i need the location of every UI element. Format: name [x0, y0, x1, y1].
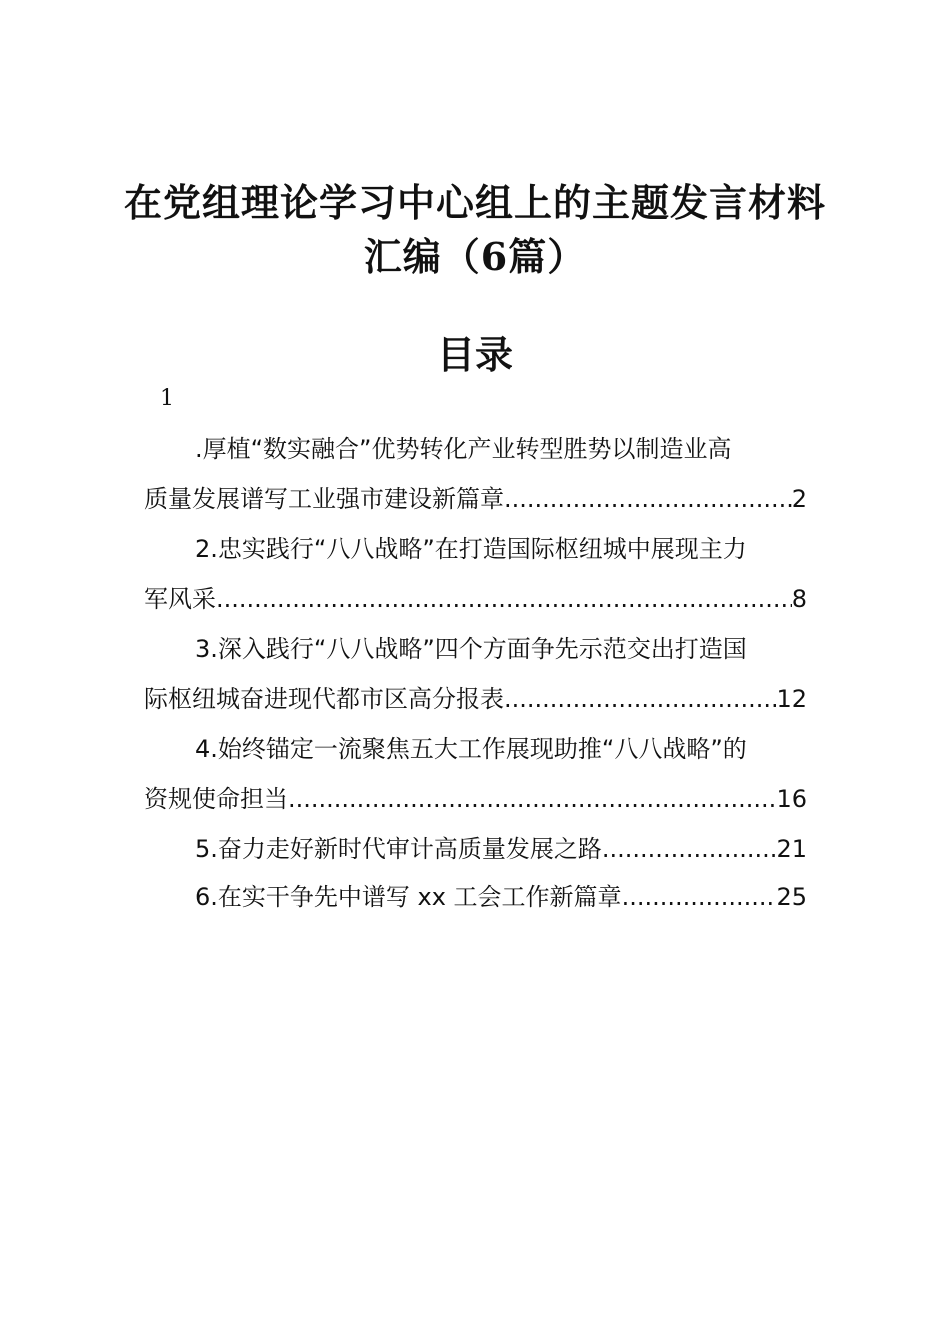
toc-entry-6	[195, 880, 807, 914]
toc-leader-dots	[622, 880, 777, 914]
toc-leader-dots	[602, 832, 777, 866]
toc-entry-4-line2	[144, 782, 807, 816]
document-title-line2: 汇编（6篇）	[363, 234, 587, 279]
toc-entry-3-page: 12	[776, 685, 807, 713]
toc-entry-5-page: 21	[776, 835, 807, 863]
toc-entry-1-line1: .厚植“数实融合”优势转化产业转型胜势以制造业高	[195, 435, 732, 463]
toc-entry-2-text: 军风采	[144, 585, 216, 613]
toc-entry-6-text: 6.在实干争先中谱写 xx 工会工作新篇章	[195, 883, 622, 911]
toc-entry-1-page: 2	[791, 485, 807, 513]
toc-entry-4-page: 16	[776, 785, 807, 813]
toc-entry-2-line1: 2.忠实践行“八八战略”在打造国际枢纽城中展现主力	[195, 535, 747, 563]
toc-entry-5-text: 5.奋力走好新时代审计高质量发展之路	[195, 835, 602, 863]
stray-number: 1	[160, 386, 174, 411]
document-title-line1: 在党组理论学习中心组上的主题发言材料	[123, 180, 826, 225]
toc-leader-dots	[504, 482, 792, 516]
toc-entry-6-page: 25	[776, 883, 807, 911]
toc-leader-dots	[288, 782, 776, 816]
toc-entry-4-line1: 4.始终锚定一流聚焦五大工作展现助推“八八战略”的	[195, 735, 747, 763]
toc-entry-4-text: 资规使命担当	[144, 785, 288, 813]
toc-entry-5	[195, 832, 807, 866]
toc-entry-3-line2	[144, 682, 807, 716]
toc-leader-dots	[504, 682, 776, 716]
toc-entry-2-page: 8	[791, 585, 807, 613]
toc-entry-3-line1: 3.深入践行“八八战略”四个方面争先示范交出打造国	[195, 635, 747, 663]
toc-leader-dots	[216, 582, 792, 616]
toc-entry-2-line2	[144, 582, 807, 616]
toc-entry-1-line2	[144, 482, 807, 516]
toc-entry-3-text: 际枢纽城奋进现代都市区高分报表	[144, 685, 504, 713]
toc-entry-1-text: 质量发展谱写工业强市建设新篇章	[144, 485, 504, 513]
toc-heading: 目录	[436, 332, 513, 377]
